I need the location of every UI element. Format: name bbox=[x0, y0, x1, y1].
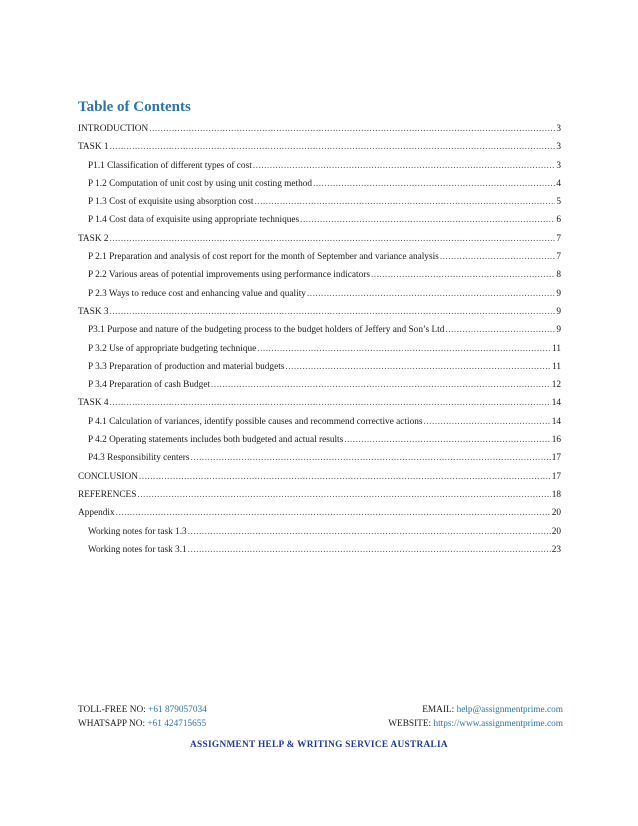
toc-entry-page: 16 bbox=[551, 435, 561, 446]
toc-entry-page: 7 bbox=[556, 252, 561, 263]
toc-dot-leader bbox=[307, 285, 555, 303]
toc-entry-page: 3 bbox=[556, 124, 561, 134]
toc-entry-label: P 3.4 Preparation of cash Budget bbox=[88, 380, 211, 391]
toc-dot-leader bbox=[137, 486, 550, 504]
toc-entry-label: P 3.3 Preparation of production and material budgets bbox=[88, 361, 285, 372]
toc-dot-leader bbox=[188, 523, 551, 541]
toc-title: Table of Contents bbox=[78, 99, 191, 115]
toc-entry[interactable] bbox=[78, 394, 561, 412]
toc-entry-page: 5 bbox=[556, 197, 561, 208]
toc-entry[interactable] bbox=[78, 431, 561, 449]
toc-entry-label: Working notes for task 3.1 bbox=[88, 544, 187, 555]
toc-dot-leader bbox=[254, 193, 555, 211]
toc-dot-leader bbox=[285, 358, 551, 376]
toc-entry[interactable] bbox=[78, 321, 561, 339]
toc-entry[interactable] bbox=[78, 486, 561, 504]
toc-dot-leader bbox=[344, 431, 550, 449]
toc-entry-label: INTRODUCTION bbox=[78, 124, 149, 134]
toc-entry-label: P 2.3 Ways to reduce cost and enhancing value and quality bbox=[88, 288, 306, 299]
toc-entry-page: 8 bbox=[556, 270, 561, 281]
toc-entry-page: 9 bbox=[556, 325, 561, 336]
toc-entry-label: Appendix bbox=[78, 508, 115, 519]
toc-entry-label: P4.3 Responsibility centers bbox=[88, 453, 190, 464]
toc-dot-leader bbox=[139, 468, 551, 486]
toc-entry[interactable] bbox=[78, 413, 561, 431]
website-link[interactable]: https://www.assignmentprime.com bbox=[433, 719, 563, 729]
email-label: EMAIL: bbox=[422, 705, 455, 715]
tollfree-label: TOLL-FREE NO: bbox=[78, 705, 146, 715]
toc-entry-label: P 1.4 Cost data of exquisite using appropriate techniques bbox=[88, 215, 300, 226]
toc-entry-page: 20 bbox=[551, 526, 561, 537]
toc-dot-leader bbox=[257, 340, 551, 358]
toc-entry-label: Working notes for task 1.3 bbox=[88, 526, 187, 537]
toc-entry[interactable] bbox=[78, 376, 561, 394]
toc-entry[interactable] bbox=[78, 175, 561, 193]
email-info bbox=[422, 703, 563, 717]
toc-dot-leader bbox=[116, 504, 551, 522]
toc-entry-page: 23 bbox=[551, 544, 561, 555]
toc-entry-label: P 1.3 Cost of exquisite using absorption cost bbox=[88, 197, 254, 208]
toc-entry[interactable] bbox=[78, 285, 561, 303]
toc-entry[interactable] bbox=[78, 449, 561, 467]
toc-entry[interactable] bbox=[78, 193, 561, 211]
toc-entry-page: 11 bbox=[552, 361, 561, 372]
toc-dot-leader bbox=[424, 413, 551, 431]
toc-entry[interactable] bbox=[78, 523, 561, 541]
toc-entry-page: 7 bbox=[556, 233, 561, 244]
website-label: WEBSITE: bbox=[388, 719, 432, 729]
toc-entry-label: P 1.2 Computation of unit cost by using unit costing method bbox=[88, 178, 313, 189]
toc-entry-page: 6 bbox=[556, 215, 561, 226]
toc-entry[interactable] bbox=[78, 340, 561, 358]
footer-contact bbox=[78, 703, 563, 731]
toc-entry-page: 3 bbox=[556, 160, 561, 171]
toc-entry-page: 3 bbox=[556, 142, 561, 153]
toc-entry[interactable] bbox=[78, 358, 561, 376]
toc-entry-page: 18 bbox=[551, 489, 561, 500]
toc-entry-page: 17 bbox=[551, 471, 561, 482]
website-info bbox=[388, 717, 563, 731]
toc-entry-label: TASK 1 bbox=[78, 142, 109, 153]
toc-entry-label: P3.1 Purpose and nature of the budgeting process to the budget holders of Jeffery and Son’s Ltd bbox=[88, 325, 445, 336]
toc-entry[interactable] bbox=[78, 468, 561, 486]
toc-dot-leader bbox=[300, 211, 555, 229]
footer-brand: ASSIGNMENT HELP & WRITING SERVICE AUSTRALIA bbox=[190, 740, 448, 750]
toc-entry[interactable] bbox=[78, 266, 561, 284]
whatsapp-value[interactable]: +61 424715655 bbox=[147, 719, 207, 729]
toc-entry[interactable] bbox=[78, 541, 561, 559]
toc-entry-page: 14 bbox=[551, 398, 561, 409]
toc-entry[interactable] bbox=[78, 504, 561, 522]
toc-entry-label: TASK 4 bbox=[78, 398, 109, 409]
toc-entry-label: P 4.2 Operating statements includes both budgeted and actual results bbox=[88, 435, 344, 446]
toc-dot-leader bbox=[313, 175, 555, 193]
toc-entry-page: 4 bbox=[556, 178, 561, 189]
toc-entry[interactable] bbox=[78, 211, 561, 229]
toc-entry-label: REFERENCES bbox=[78, 489, 137, 500]
toc-entry[interactable] bbox=[78, 138, 561, 156]
toc-dot-leader bbox=[149, 120, 555, 138]
toc-entry[interactable] bbox=[78, 157, 561, 175]
footer-row-1 bbox=[78, 703, 563, 717]
toc-entry-page: 20 bbox=[551, 508, 561, 519]
footer-row-2 bbox=[78, 717, 563, 731]
toc-dot-leader bbox=[191, 449, 551, 467]
toc-dot-leader bbox=[211, 376, 551, 394]
email-link[interactable]: help@assignmentprime.com bbox=[456, 705, 563, 715]
toc-entry-label: P 2.1 Preparation and analysis of cost report for the month of September and variance analysis bbox=[88, 252, 439, 263]
toc-dot-leader bbox=[253, 157, 556, 175]
toc-entry-page: 9 bbox=[556, 306, 561, 317]
whatsapp-info bbox=[78, 717, 206, 731]
toc-entry-label: CONCLUSION bbox=[78, 471, 138, 482]
whatsapp-label: WHATSAPP NO: bbox=[78, 719, 146, 729]
toc-entry[interactable] bbox=[78, 230, 561, 248]
toc-dot-leader bbox=[188, 541, 551, 559]
tollfree-value[interactable]: +61 879057034 bbox=[148, 705, 207, 715]
toc-entry-label: P1.1 Classification of different types of cost bbox=[88, 160, 252, 171]
tollfree-info bbox=[78, 703, 207, 717]
toc-entry-page: 12 bbox=[551, 380, 561, 391]
toc-dot-leader bbox=[440, 248, 556, 266]
toc-entry-page: 17 bbox=[551, 453, 561, 464]
toc-entry[interactable] bbox=[78, 120, 561, 138]
toc-entry-page: 11 bbox=[552, 343, 561, 354]
toc-dot-leader bbox=[110, 303, 556, 321]
toc-entry-label: TASK 2 bbox=[78, 233, 109, 244]
toc-dot-leader bbox=[110, 394, 551, 412]
table-of-contents bbox=[78, 120, 561, 559]
toc-dot-leader bbox=[110, 138, 556, 156]
toc-dot-leader bbox=[371, 266, 555, 284]
toc-entry-label: P 3.2 Use of appropriate budgeting technique bbox=[88, 343, 257, 354]
toc-entry[interactable] bbox=[78, 248, 561, 266]
toc-entry-label: P 2.2 Various areas of potential improvements using performance indicators bbox=[88, 270, 370, 281]
toc-entry-label: P 4.1 Calculation of variances, identify possible causes and recommend corrective actions bbox=[88, 416, 423, 427]
toc-dot-leader bbox=[445, 321, 555, 339]
toc-entry-page: 9 bbox=[556, 288, 561, 299]
toc-entry[interactable] bbox=[78, 303, 561, 321]
toc-entry-label: TASK 3 bbox=[78, 306, 109, 317]
toc-dot-leader bbox=[110, 230, 556, 248]
toc-entry-page: 14 bbox=[551, 416, 561, 427]
